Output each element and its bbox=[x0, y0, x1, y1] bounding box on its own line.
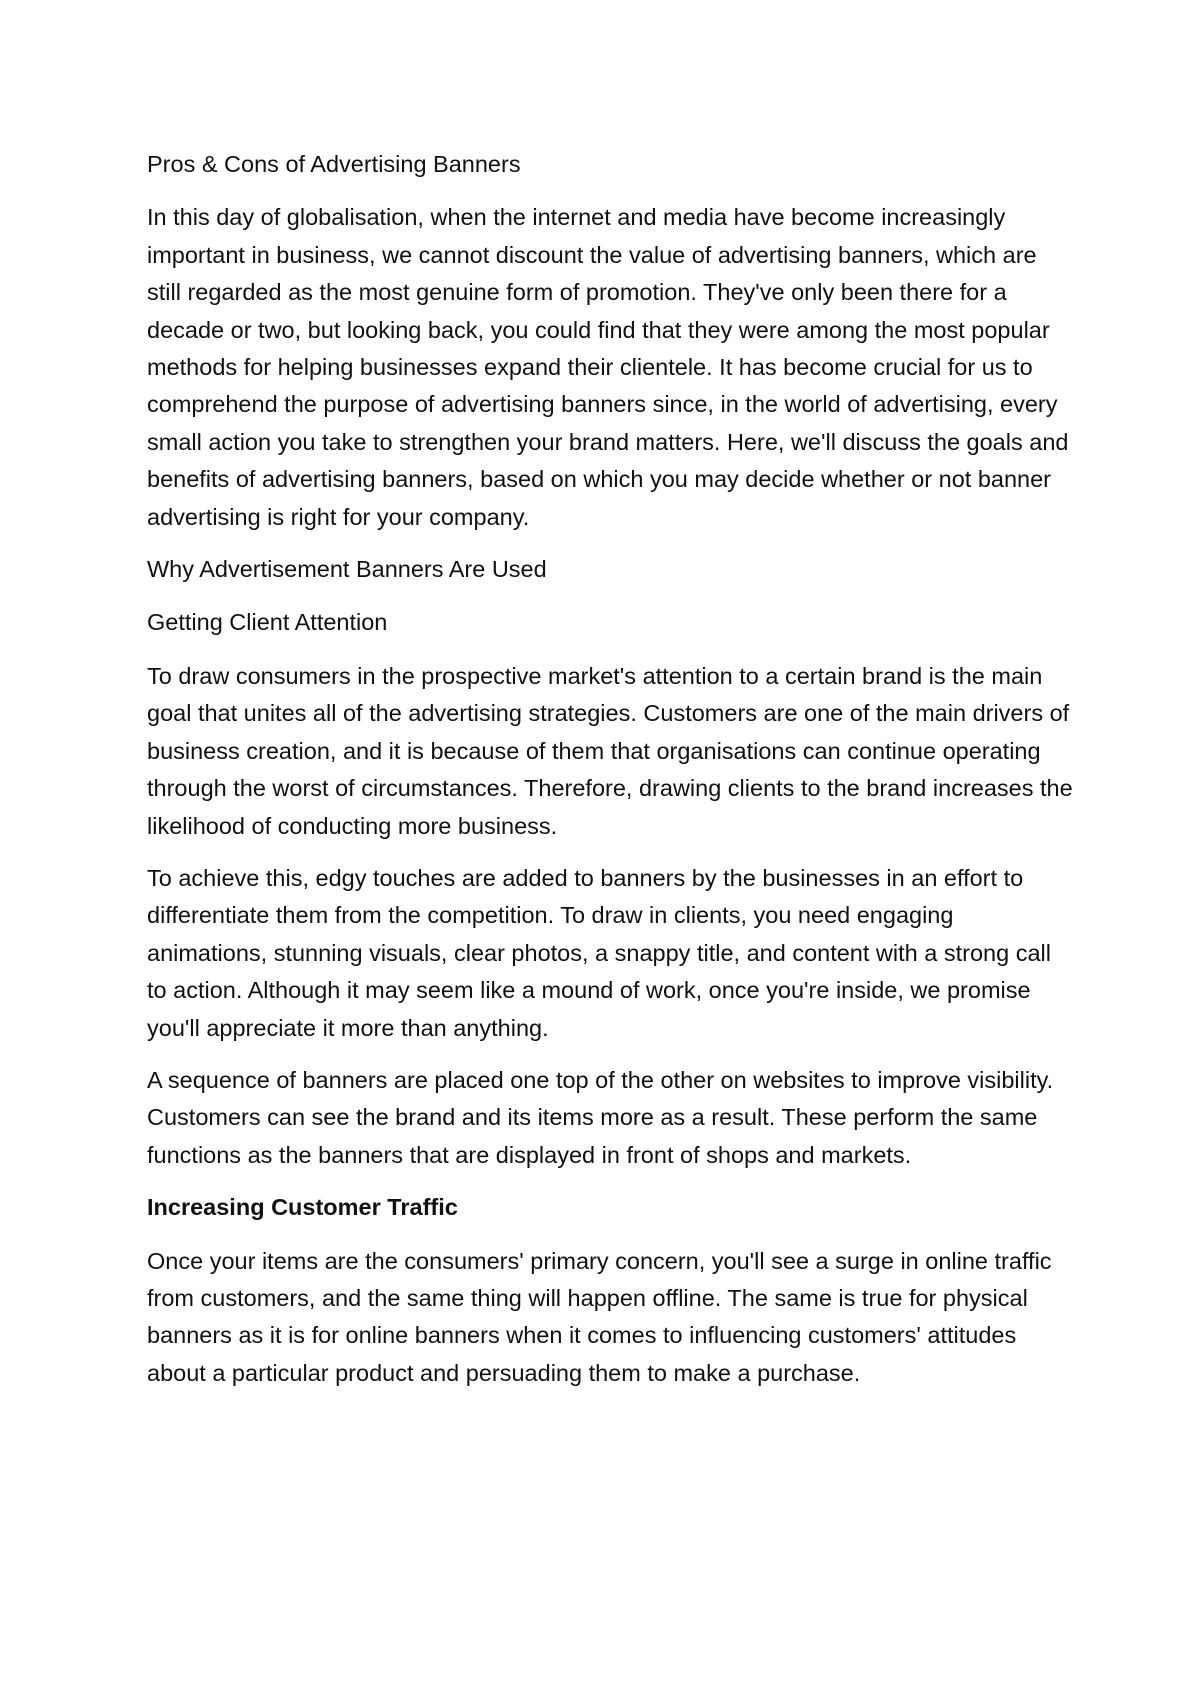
paragraph-client-attention-1: To draw consumers in the prospective market's attention to a certain brand is the main goal that unites all of the advertising strategies. Customers are one of the main drivers of business creation, and it is because of them that organisations can continue operating through the worst of circumstances. Therefore, drawing clients to the brand increases the likelihood of conducting more business. bbox=[147, 662, 1073, 839]
document-body bbox=[147, 146, 1077, 1407]
intro-paragraph: In this day of globalisation, when the internet and media have become increasingly important in business, we cannot discount the value of advertising banners, which are still regarded as the most genuine form of promotion. They've only been there for a decade or two, but looking back, you could find that they were among the most popular methods for helping businesses expand their clientele. It has become crucial for us to comprehend the purpose of advertising banners since, in the world of advertising, every small action you take to strengthen your brand matters. Here, we'll discuss the goals and benefits of advertising banners, based on which you may decide whether or not banner advertising is right for your company. bbox=[147, 204, 1069, 530]
subsection-heading-customer-traffic: Increasing Customer Traffic bbox=[147, 1194, 458, 1221]
paragraph-client-attention-3: A sequence of banners are placed one top of the other on websites to improve visibility. Customers can see the brand and its items more as a result. These perform the same functions as the banners that are displayed in front of shops and markets. bbox=[147, 1066, 1054, 1168]
section-heading-why-banners: Why Advertisement Banners Are Used bbox=[147, 556, 547, 583]
paragraph-client-attention-2: To achieve this, edgy touches are added to banners by the businesses in an effort to differentiate them from the competition. To draw in clients, you need engaging animations, stunning visuals, clear photos, a snappy title, and content with a strong call to action. Although it may seem like a mound of work, once you're inside, we promise you'll appreciate it more than anything. bbox=[147, 864, 1051, 1041]
subsection-heading-client-attention: Getting Client Attention bbox=[147, 609, 388, 636]
document-title: Pros & Cons of Advertising Banners bbox=[147, 151, 521, 177]
paragraph-customer-traffic: Once your items are the consumers' primary concern, you'll see a surge in online traffic from customers, and the same thing will happen offline. The same is true for physical banners as it is for online banners when it comes to influencing customers' attitudes about a particular product and persuading them to make a purchase. bbox=[147, 1247, 1052, 1386]
